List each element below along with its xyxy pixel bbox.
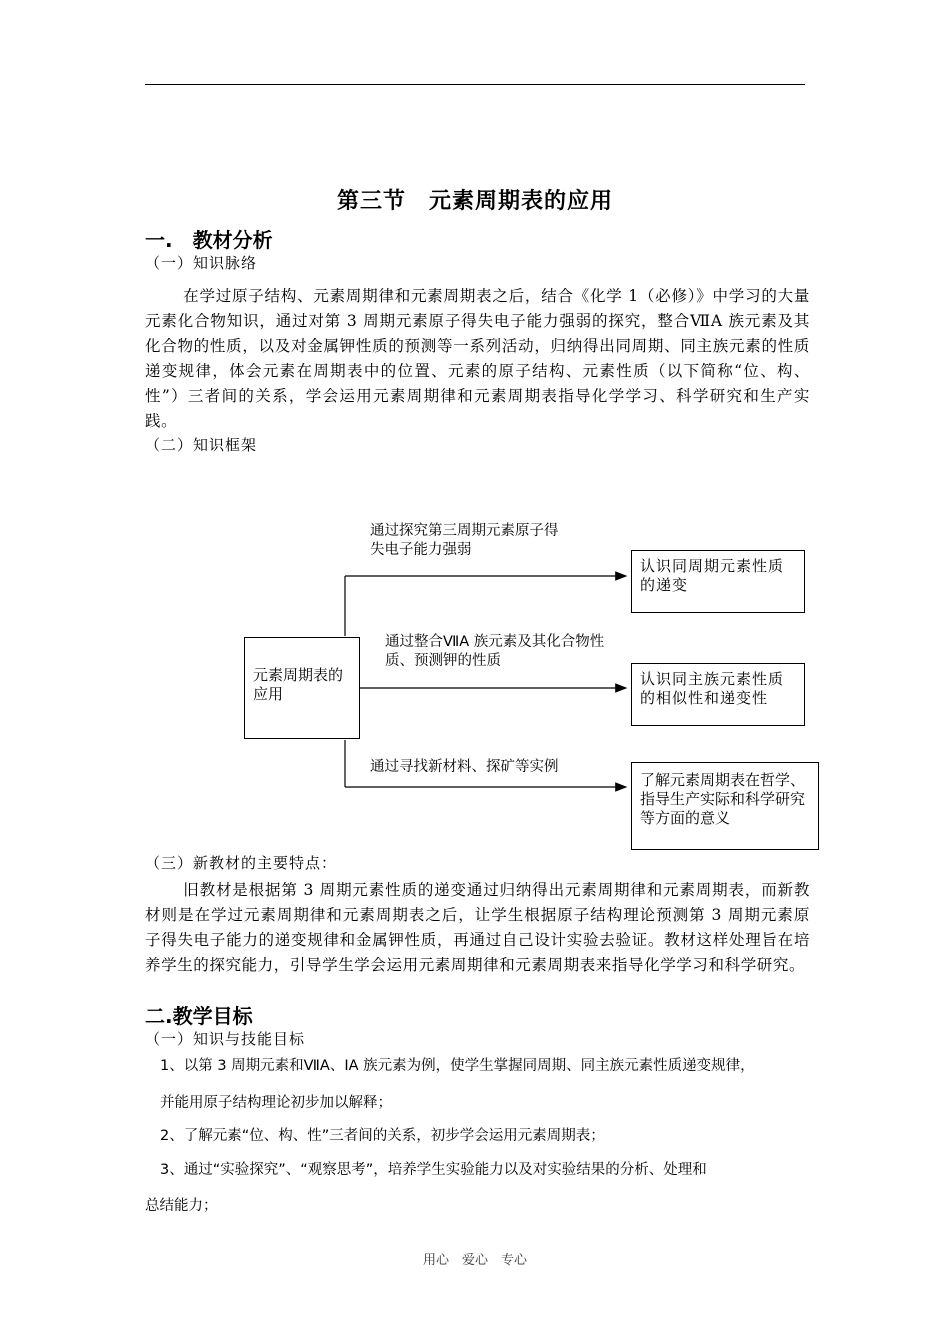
- paragraph-new-features: [145, 878, 810, 978]
- subheading-knowledge-context: （一）知识脉络: [145, 254, 258, 272]
- label-new-materials: 通过寻找新材料、探矿等实例: [370, 759, 559, 775]
- label-integrate-group7a: 通过整合ⅦA 族元素及其化合物性质、预测钾的性质: [385, 634, 605, 669]
- section-heading-analysis: 一. 教材分析: [145, 228, 273, 252]
- goal-1-line2: 并能用原子结构理论初步加以解释；: [160, 1095, 392, 1111]
- subheading-knowledge-skills: （一）知识与技能目标: [145, 1030, 306, 1048]
- goal-3-line1: 3、通过“实验探究”、“观察思考”，培养学生实验能力以及对实验结果的分析、处理和: [160, 1162, 707, 1178]
- section-heading-objectives: 二.教学目标: [145, 1004, 253, 1028]
- label-explore-third-period: 通过探究第三周期元素原子得失电子能力强弱: [370, 523, 559, 558]
- paragraph-new-features-text: 旧教材是根据第 3 周期元素性质的递变通过归纳得出元素周期律和元素周期表，而新教材则是在学过元素周期律和元素周期表之后，让学生根据原子结构理论预测第 3 周期元素原子得失电子能力的递变规律和金属钾性质，再通过自己设计实验去验证。教材这样处理旨在培养学生的探究能力，引导学生学会运用元素周期律和元素周期表来指导化学学习和科学研究。: [145, 881, 810, 974]
- goal-3-line2: 总结能力；: [145, 1198, 218, 1214]
- goal-1-line1: 1、以第 3 周期元素和ⅦA、ⅠA 族元素为例，使学生掌握同周期、同主族元素性质递变规律，: [160, 1058, 755, 1074]
- goal-2: 2、了解元素“位、构、性”三者间的关系，初步学会运用元素周期表；: [160, 1128, 605, 1144]
- box-significance: 了解元素周期表在哲学、指导生产实际和科学研究等方面的意义: [631, 762, 819, 850]
- box-periodic-table-application: 元素周期表的应用: [244, 637, 360, 739]
- box-group-trend: 认识同主族元素性质的相似性和递变性: [631, 663, 805, 726]
- page-footer: 用心 爱心 专心: [422, 1253, 527, 1268]
- box-period-trend: 认识同周期元素性质的递变: [631, 550, 805, 613]
- paragraph-knowledge-context-text: 在学过原子结构、元素周期律和元素周期表之后，结合《化学 1（必修）》中学习的大量元素化合物知识，通过对第 3 周期元素原子得失电子能力强弱的探究，整合ⅦA 族元素及其化合物的性质，以及对金属钾性质的预测等一系列活动，归纳得出同周期、同主族元素的性质递变规律，体会元素在周期表中的位置、元素的原子结构、元素性质（以下简称“位、构、性”）三者间的关系，学会运用元素周期律和元素周期表指导化学学习、科学研究和生产实践。: [145, 287, 810, 430]
- subheading-knowledge-framework: （二）知识框架: [145, 436, 258, 454]
- subheading-new-features: （三）新教材的主要特点：: [145, 854, 338, 872]
- page-title: 第三节 元素周期表的应用: [336, 189, 613, 214]
